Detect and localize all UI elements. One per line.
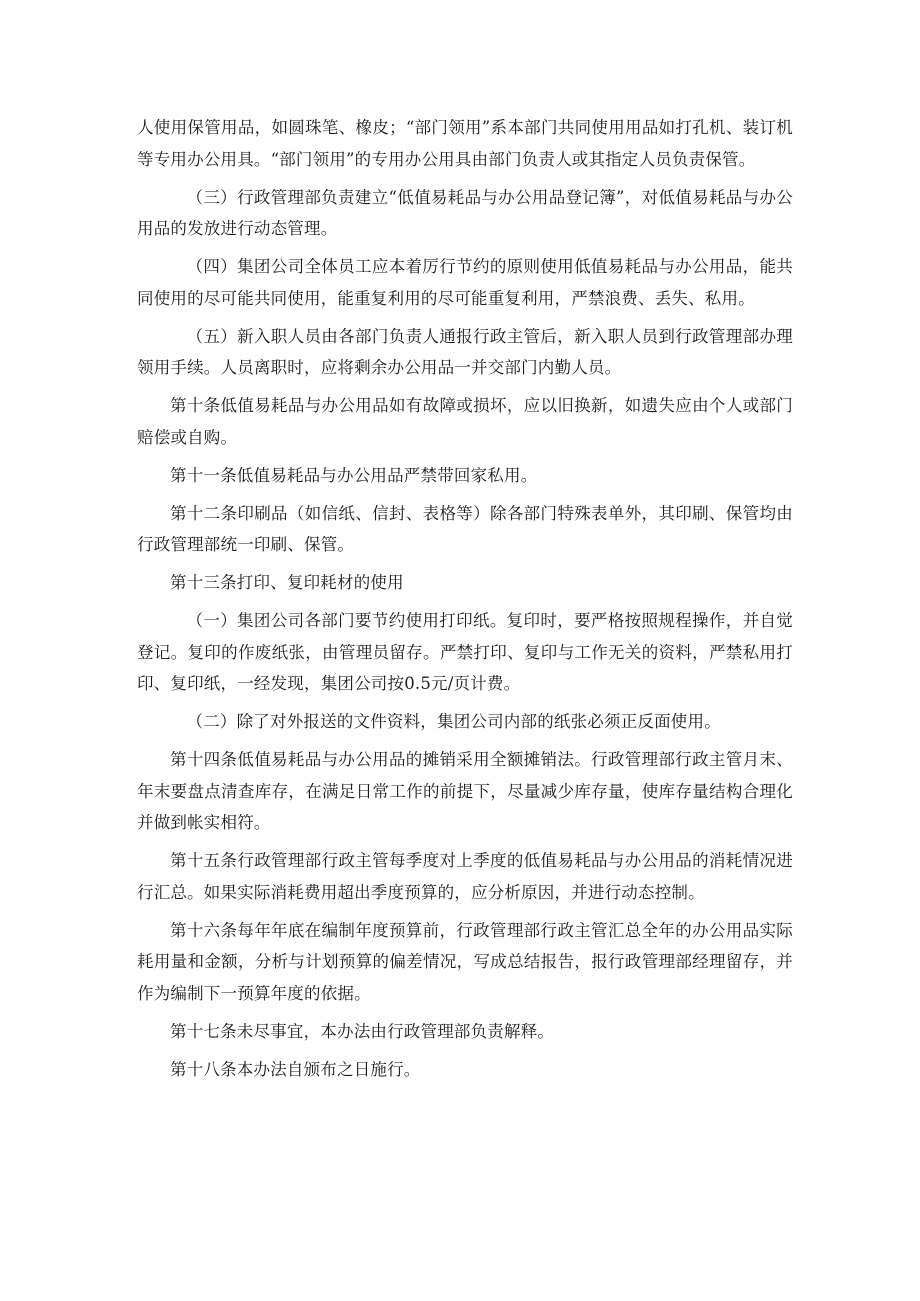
paragraph-continuation: 人使用保管用品，如圆珠笔、橡皮；“部门领用”系本部门共同使用用品如打孔机、装订机等专用办公用具。“部门领用”的专用办公用具由部门负责人或其指定人员负责保管。 bbox=[137, 118, 793, 169]
paragraph-article-13: 第十三条打印、复印耗材的使用 bbox=[170, 573, 404, 592]
paragraph-article-16: 第十六条每年年底在编制年度预算前，行政管理部行政主管汇总全年的办公用品实际耗用量和金额，分析与计划预算的偏差情况，写成总结报告，报行政管理部经理留存，并作为编制下一预算年度的依据。 bbox=[137, 920, 793, 1003]
paragraph-article-14: 第十四条低值易耗品与办公用品的摊销采用全额摊销法。行政管理部行政主管月末、年末要盘点清查库存，在满足日常工作的前提下，尽量减少库存量，使库存量结构合理化并做到帐实相符。 bbox=[137, 750, 793, 832]
paragraph-article-11: 第十一条低值易耗品与办公用品严禁带回家私用。 bbox=[170, 465, 538, 485]
paragraph-article-13-item-2: （二）除了对外报送的文件资料，集团公司内部的纸张必须正反面使用。 bbox=[186, 712, 721, 731]
paragraph-article-13-item-1: （一）集团公司各部门要节约使用打印纸。复印时，要严格按照规程操作，并自觉登记。复印的作废纸张，由管理员留存。严禁打印、复印与工作无关的资料，严禁私用打印、复印纸，一经发现，集团公司按0.5元/页计费。 bbox=[137, 611, 793, 693]
paragraph-item-4: （四）集团公司全体员工应本着厉行节约的原则使用低值易耗品与办公用品，能共同使用的尽可能共同使用，能重复利用的尽可能重复利用，严禁浪费、丢失、私用。 bbox=[137, 257, 793, 308]
paragraph-item-5: （五）新入职人员由各部门负责人通报行政主管后，新入职人员到行政管理部办理领用手续。人员离职时，应将剩余办公用品一并交部门内勤人员。 bbox=[137, 326, 793, 377]
paragraph-article-12: 第十二条印刷品（如信纸、信封、表格等）除各部门特殊表单外，其印刷、保管均由行政管理部统一印刷、保管。 bbox=[137, 503, 793, 554]
paragraph-item-3: （三）行政管理部负责建立“低值易耗品与办公用品登记簿”，对低值易耗品与办公用品的发放进行动态管理。 bbox=[137, 187, 793, 238]
paragraph-article-10: 第十条低值易耗品与办公用品如有故障或损坏，应以旧换新，如遗失应由个人或部门赔偿或自购。 bbox=[137, 396, 793, 447]
paragraph-article-15: 第十五条行政管理部行政主管每季度对上季度的低值易耗品与办公用品的消耗情况进行汇总。如果实际消耗费用超出季度预算的，应分析原因，并进行动态控制。 bbox=[137, 851, 793, 902]
paragraph-article-18: 第十八条本办法自颁布之日施行。 bbox=[170, 1059, 421, 1079]
document-body bbox=[137, 112, 793, 1092]
paragraph-article-17: 第十七条未尽事宜，本办法由行政管理部负责解释。 bbox=[170, 1021, 555, 1041]
